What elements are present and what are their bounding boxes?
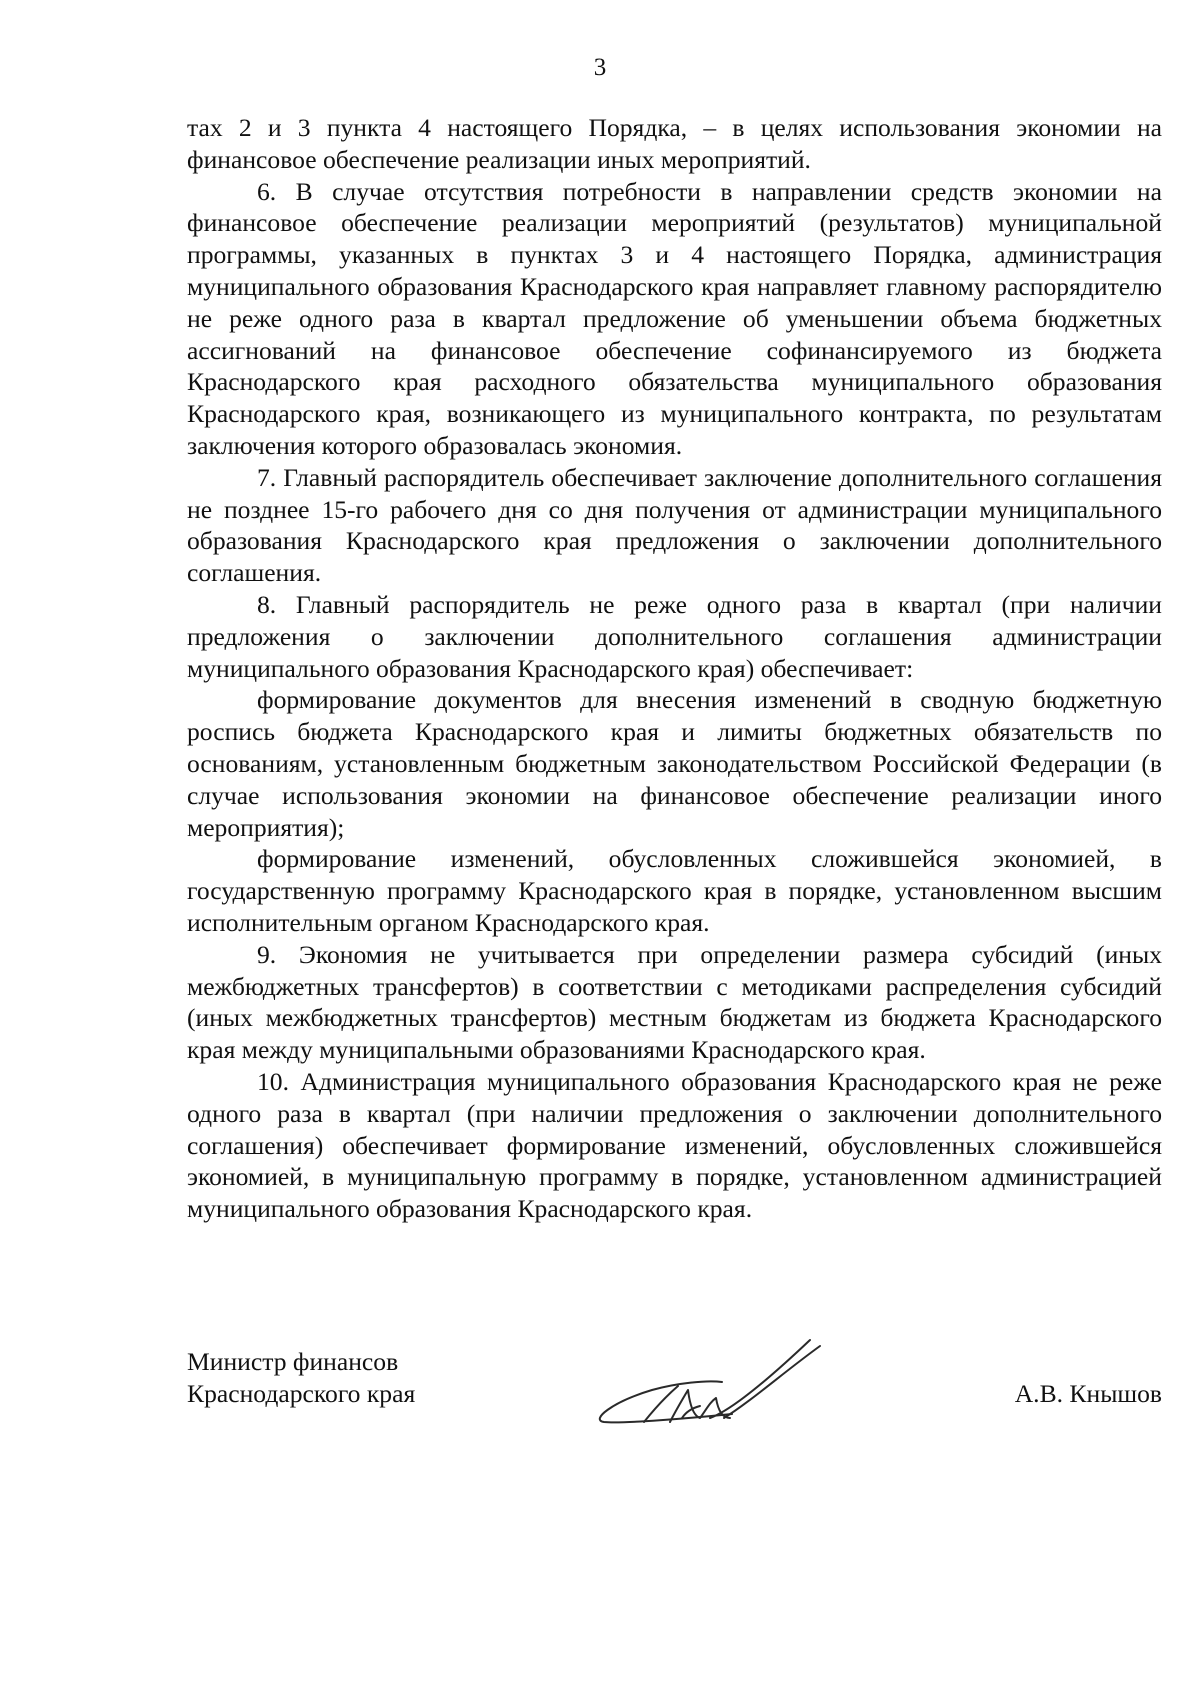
paragraph-item-7: 7. Главный распорядитель обеспечивает заключение дополнительного соглашения не позднее 15-го рабочего дня со дня получения от администрации муниципального образования Краснодарского края предложения о заключении дополнительного соглашения. — [187, 462, 1162, 588]
signatory-name: А.В. Кнышов — [1014, 1378, 1162, 1408]
paragraph-item-8: 8. Главный распорядитель не реже одного раза в квартал (при наличии предложения о заключении дополнительного соглашения администрации муниципального образования Краснодарского края) обеспечивает: — [187, 589, 1162, 683]
paragraph-item-8-subitem-2: формирование изменений, обусловленных сложившейся экономией, в государственную программу Краснодарского края в порядке, установленном высшим исполнительным органом Краснодарского края. — [187, 844, 1162, 937]
signatory-title-line-1: Министр финансов — [187, 1347, 399, 1376]
document-body — [187, 112, 1162, 1225]
paragraph-item-9: 9. Экономия не учитывается при определении размера субсидий (иных межбюджетных трансфертов) в соответствии с методиками распределения субсидий (иных межбюджетных трансфертов) местным бюджетам из бюджета Краснодарского края между муниципальными образованиями Краснодарского края. — [187, 939, 1162, 1065]
signatory-title-line-2: Краснодарского края — [187, 1378, 416, 1408]
page-number: 3 — [593, 54, 607, 81]
signatory-title — [187, 1346, 415, 1410]
signature-block — [187, 1346, 1162, 1436]
handwritten-signature — [582, 1326, 832, 1446]
paragraph-item-10: 10. Администрация муниципального образования Краснодарского края не реже одного раза в квартал (при наличии предложения о заключении дополнительного соглашения) обеспечивает формирование изменений, обусловленных сложившейся экономией, в муниципальную программу в порядке, установленном администрацией муниципального образования Краснодарского края. — [187, 1066, 1162, 1224]
paragraph-continuation: тах 2 и 3 пункта 4 настоящего Порядка, – в целях использования экономии на финансовое обеспечение реализации иных мероприятий. — [187, 113, 1162, 174]
paragraph-item-8-subitem-1: формирование документов для внесения изменений в сводную бюджетную роспись бюджета Краснодарского края и лимиты бюджетных обязательств по основаниям, установленным бюджетным законодательством Российской Федерации (в случае использования экономии на финансовое обеспечение реализации иного мероприятия); — [187, 685, 1162, 842]
paragraph-item-6: 6. В случае отсутствия потребности в направлении средств экономии на финансовое обеспечение реализации мероприятий (результатов) муниципальной программы, указанных в пунктах 3 и 4 настоящего Порядка, администрация муниципального образования Краснодарского края направляет главному распорядителю не реже одного раза в квартал предложение об уменьшении объема бюджетных ассигнований на финансовое обеспечение софинансируемого из бюджета Краснодарского края расходного обязательства муниципального образования Краснодарского края, возникающего из муниципального контракта, по результатам заключения которого образовалась экономия. — [187, 176, 1162, 460]
